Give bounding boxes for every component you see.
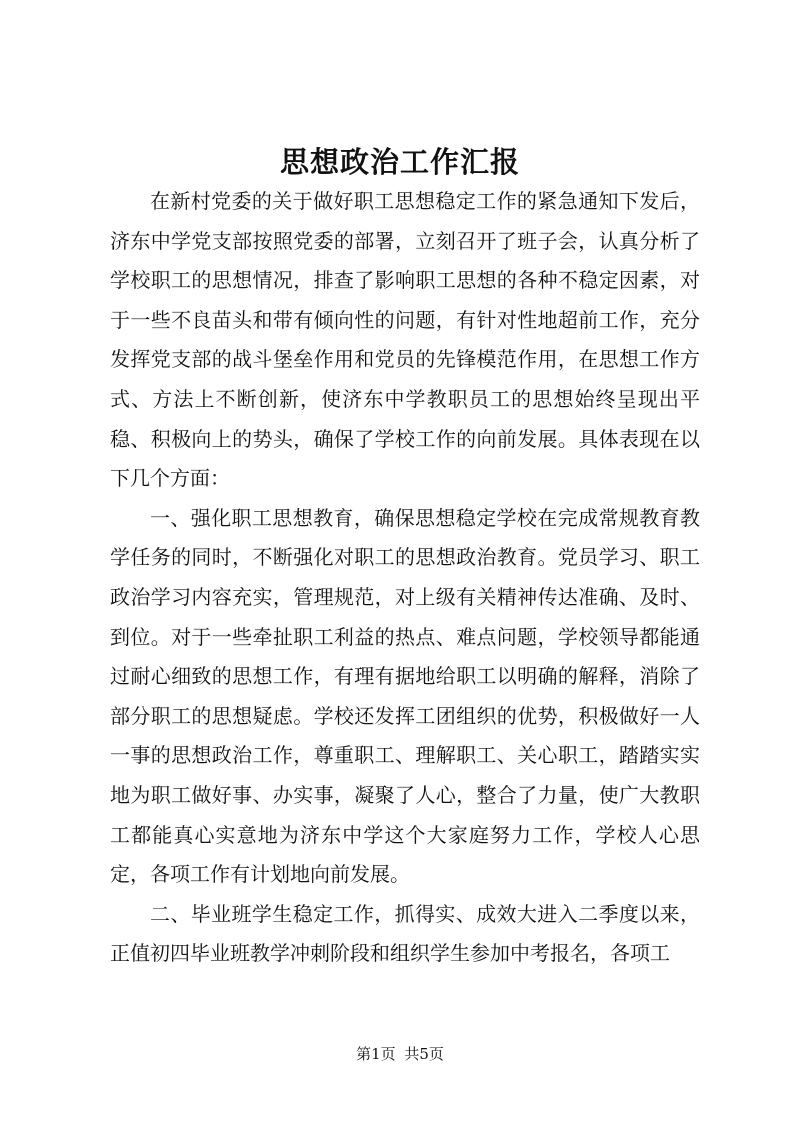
- page-number: 第1页: [356, 1045, 396, 1063]
- paragraph: 一、强化职工思想教育，确保思想稳定学校在完成常规教育教学任务的同时，不断强化对职工的思想政治教育。党员学习、职工政治学习内容充实，管理规范，对上级有关精神传达准确、及时、到位。对于一些牵扯职工利益的热点、难点问题，学校领导都能通过耐心细致的思想工作，有理有据地给职工以明确的解释，消除了部分职工的思想疑虑。学校还发挥工团组织的优势，积极做好一人一事的思想政治工作，尊重职工、理解职工、关心职工，踏踏实实地为职工做好事、办实事，凝聚了人心，整合了力量，使广大教职工都能真心实意地为济东中学这个大家庭努力工作，学校人心思定，各项工作有计划地向前发展。: [110, 505, 700, 887]
- page-footer: [0, 1044, 800, 1064]
- page-total: 共5页: [404, 1045, 444, 1063]
- document-body: [110, 182, 700, 974]
- paragraph: 在新村党委的关于做好职工思想稳定工作的紧急通知下发后，济东中学党支部按照党委的部署，立刻召开了班子会，认真分析了学校职工的思想情况，排查了影响职工思想的各种不稳定因素，对于一些不良苗头和带有倾向性的问题，有针对性地超前工作，充分发挥党支部的战斗堡垒作用和党员的先锋模范作用，在思想工作方式、方法上不断创新，使济东中学教职员工的思想始终呈现出平稳、积极向上的势头，确保了学校工作的向前发展。具体表现在以下几个方面：: [110, 189, 700, 491]
- document-title: 思想政治工作汇报: [279, 145, 520, 179]
- paragraph: 二、毕业班学生稳定工作，抓得实、成效大进入二季度以来，正值初四毕业班教学冲刺阶段和组织学生参加中考报名，各项工: [110, 901, 700, 966]
